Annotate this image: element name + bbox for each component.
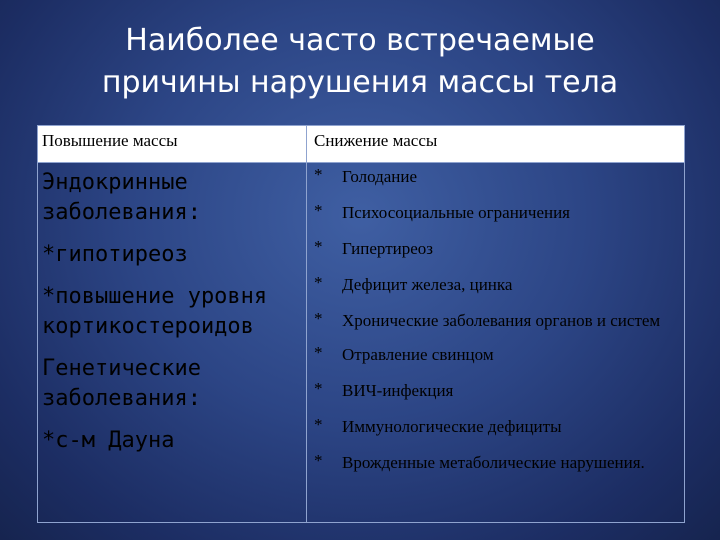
list-item-text: Отравление свинцом — [342, 345, 494, 364]
list-item — [314, 452, 680, 474]
list-item-text: Голодание — [342, 167, 418, 186]
list-item-text: ВИЧ-инфекция — [342, 381, 454, 400]
list-item-text: Психосоциальные ограничения — [342, 203, 571, 222]
left-paragraph: *повышение уровня кортикостероидов — [42, 284, 268, 339]
left-paragraph: Генетические заболевания: — [42, 356, 201, 411]
list-item-text: Гипертиреоз — [342, 239, 433, 258]
list-item — [314, 238, 680, 260]
causes-table — [37, 125, 685, 523]
weight-loss-cell — [314, 166, 680, 488]
bullet-marker: * — [314, 379, 323, 398]
bullet-marker: * — [314, 237, 323, 256]
slide-title — [0, 20, 720, 104]
weight-gain-cell — [42, 168, 302, 468]
bullet-marker: * — [314, 165, 323, 184]
bullet-marker: * — [314, 273, 323, 292]
list-item-text: Врожденные метаболические нарушения. — [342, 453, 645, 472]
list-item — [314, 380, 680, 402]
header-divider — [306, 126, 307, 162]
list-item — [314, 202, 680, 224]
title-line-2: причины нарушения массы тела — [101, 65, 619, 100]
left-paragraph: Эндокринные заболевания: — [42, 170, 201, 225]
list-item-text: Дефицит железа, цинка — [342, 275, 513, 294]
bullet-marker: * — [314, 201, 323, 220]
column-divider — [306, 162, 307, 522]
list-item — [314, 416, 680, 438]
title-line-1: Наиболее часто встречаемые — [125, 23, 595, 58]
list-item — [314, 310, 680, 332]
bullet-marker: * — [314, 309, 323, 328]
left-paragraph: *гипотиреоз — [42, 242, 188, 267]
bullet-marker: * — [314, 451, 323, 470]
header-weight-gain: Повышение массы — [42, 131, 178, 150]
list-item — [314, 274, 680, 296]
table-header-row — [38, 126, 684, 163]
list-item-text: Хронические заболевания органов и систем — [342, 311, 661, 330]
list-item — [314, 344, 680, 366]
bullet-marker: * — [314, 415, 323, 434]
left-paragraph: *с-м Дауна — [42, 428, 175, 453]
header-weight-loss: Снижение массы — [314, 131, 438, 150]
bullet-marker: * — [314, 343, 323, 362]
list-item — [314, 166, 680, 188]
list-item-text: Иммунологические дефициты — [342, 417, 562, 436]
